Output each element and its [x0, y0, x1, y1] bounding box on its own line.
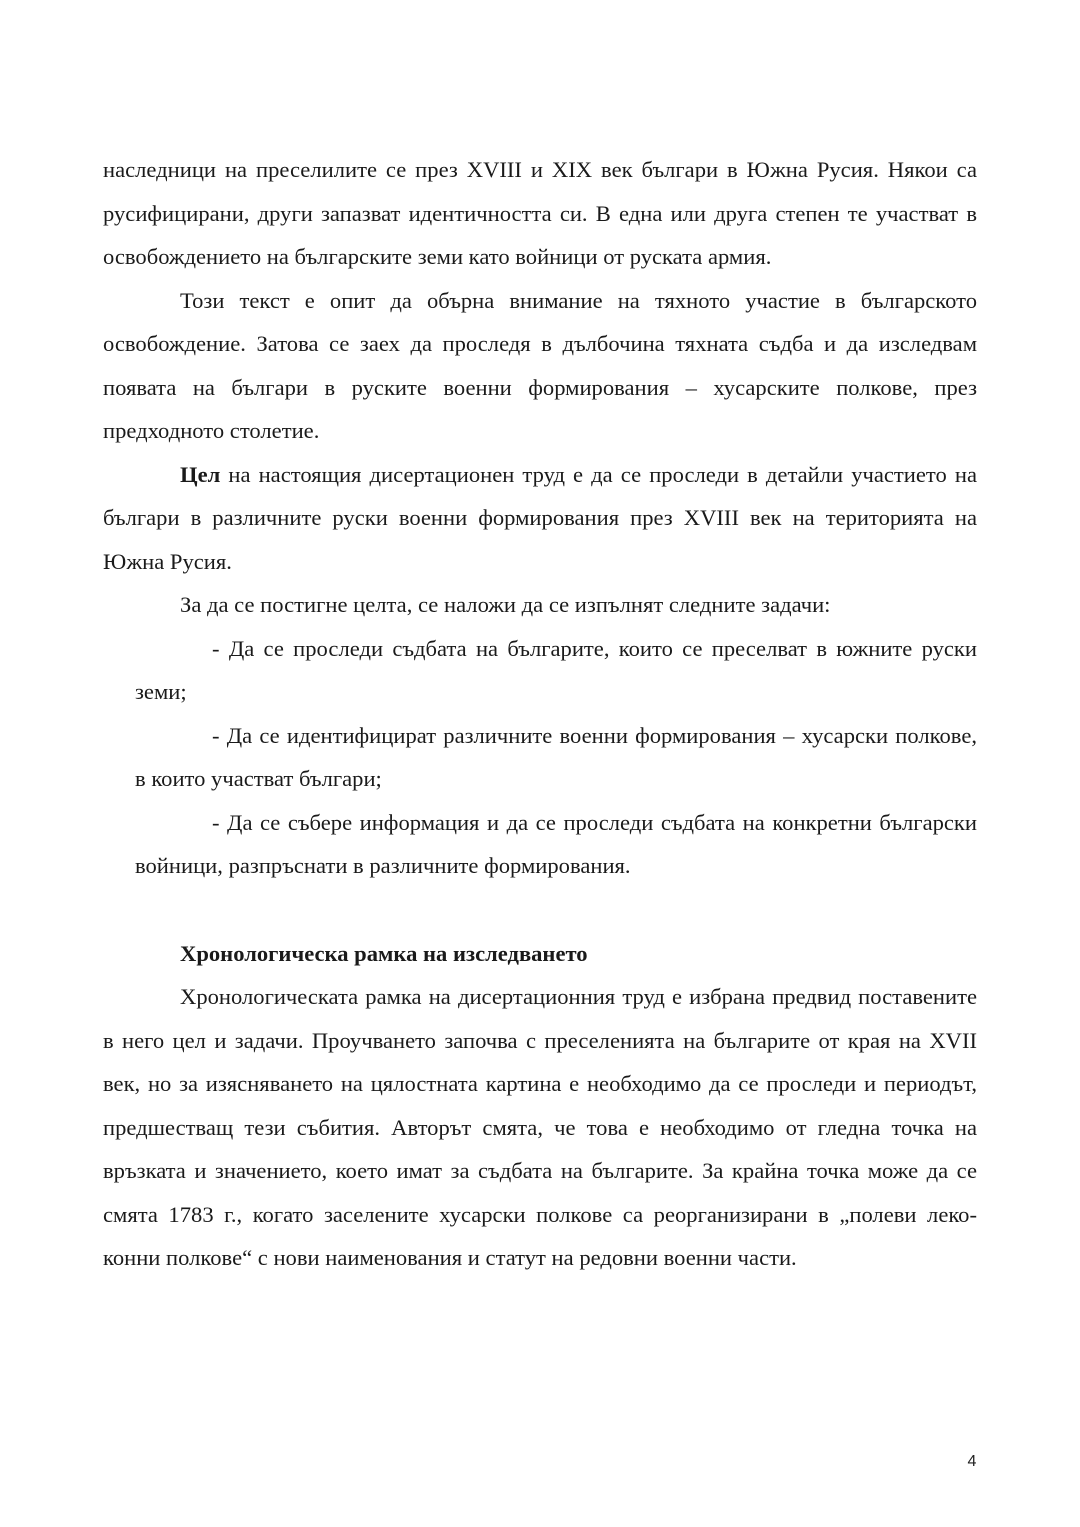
task-item: - Да се проследи съдбата на българите, които се преселват в южните руски земи; — [135, 635, 977, 704]
paragraph-tasks-intro: За да се постигне целта, се наложи да се изпълнят следните задачи: — [180, 592, 831, 617]
goal-label: Цел — [180, 461, 221, 487]
section-spacer — [103, 888, 977, 932]
paragraph-goal — [103, 453, 977, 584]
section-heading-text: Хронологическа рамка на изследването — [180, 940, 588, 966]
task-item: - Да се събере информация и да се проследи съдбата на конкретни български войници, разпръснати в различните формирования. — [135, 809, 977, 878]
paragraph-text-purpose: Този текст е опит да обърна внимание на тяхното участие в българското освобождение. Затова се заех да проследя в дълбочина тяхната съдба и да изследвам появата на българи в руските военни формирования – хусарските полкове, през предходното столетие. — [103, 287, 977, 443]
paragraph-intro: наследници на преселилите се през XVIII и XIX век българи в Южна Русия. Някои са русифицирани, други запазват идентичността си. В една или друга степен те участват в освобождението на българските земи като войници от руската армия. — [103, 157, 977, 269]
section-body: Хронологическата рамка на дисертационния труд е избрана предвид поставените в него цел и задачи. Проучването започва с преселенията на българите от края на XVII век, но за изясняването на цялостната картина е необходимо да се проследи и периодът, предшестващ тези събития. Авторът смята, че това е необходимо от гледна точка на връзката и значението, което имат за съдбата на българите. За крайна точка може да се смята 1783 г., когато заселените хусарски полкове са реорганизирани в „полеви леко-конни полкове“ с нови наименования и статут на редовни военни части. — [103, 984, 977, 1270]
goal-text: на настоящия дисертационен труд е да се проследи в детайли участието на българи в различните руски военни формирования през XVIII век на територията на Южна Русия. — [103, 461, 977, 574]
section-heading — [103, 932, 977, 976]
document-page — [103, 148, 977, 1280]
task-item: - Да се идентифицират различните военни формирования – хусарски полкове, в които участват българи; — [135, 722, 977, 791]
page-number: 4 — [967, 1453, 977, 1470]
